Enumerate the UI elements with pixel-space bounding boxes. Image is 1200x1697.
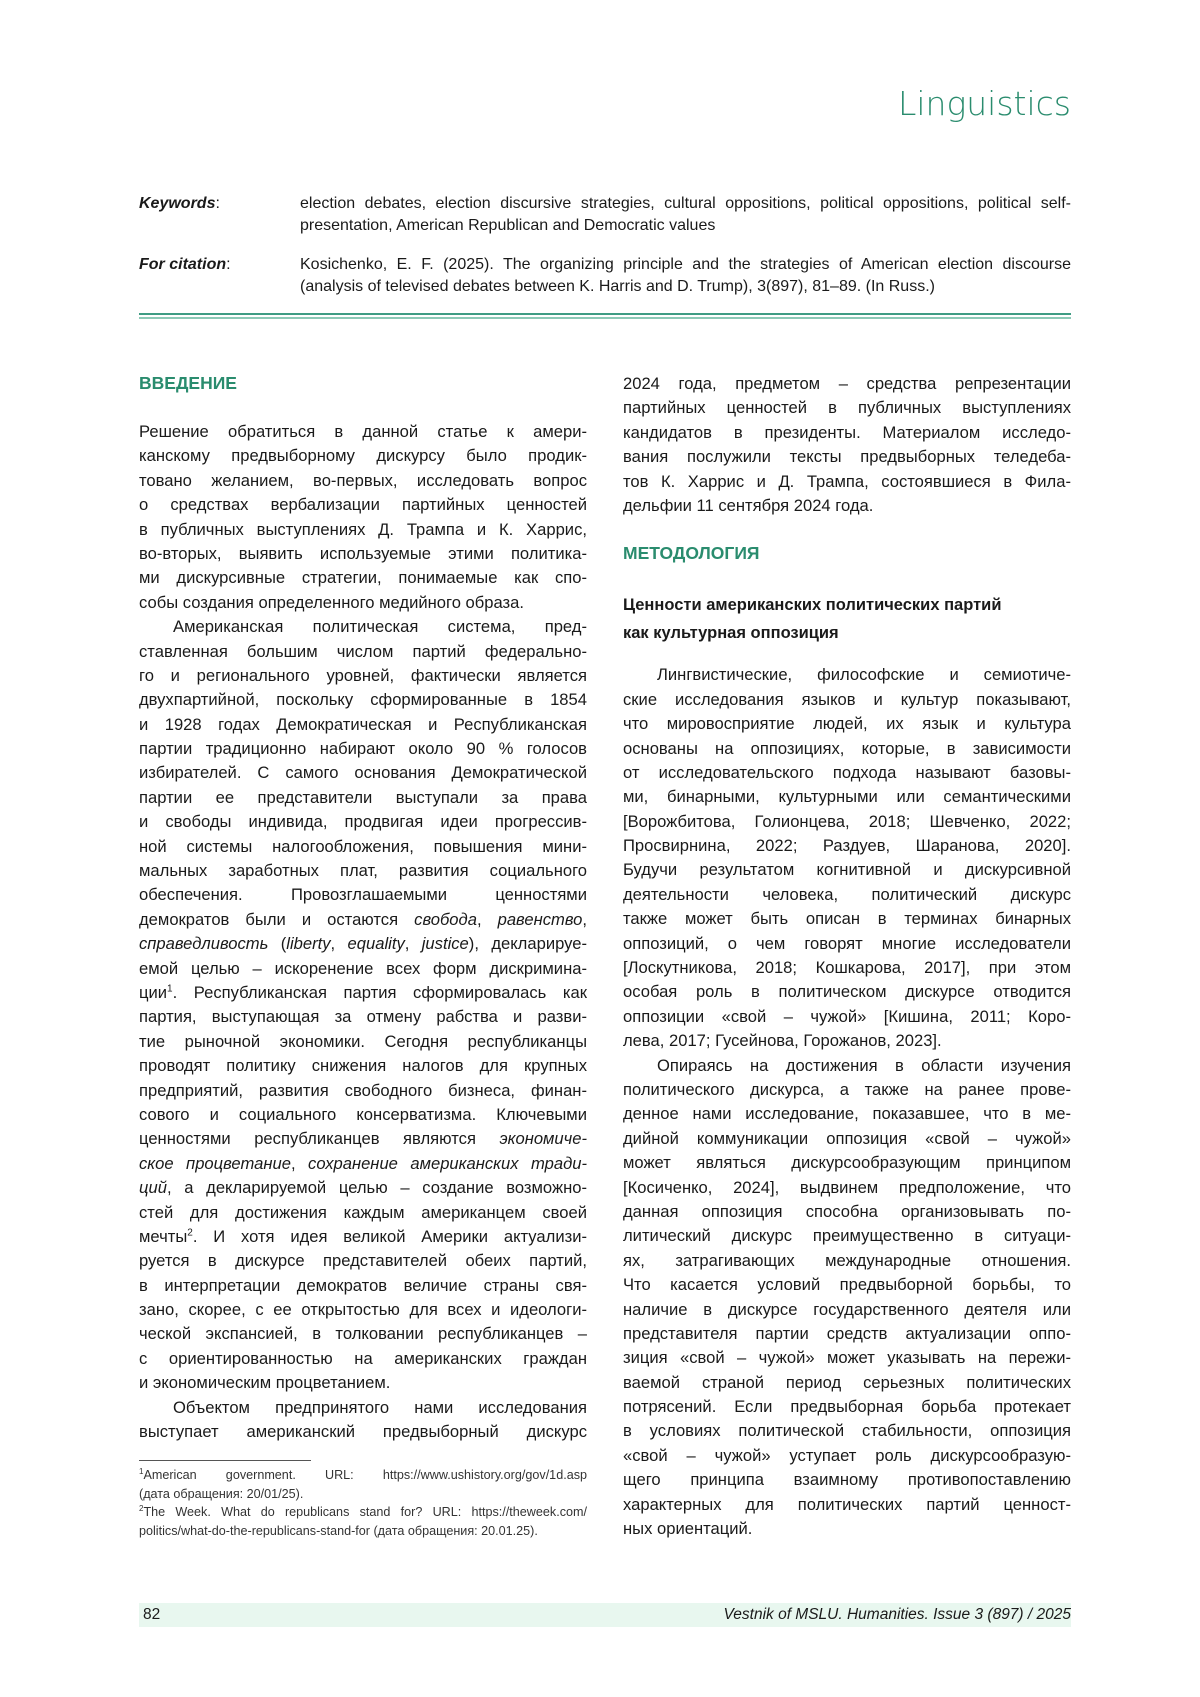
text-line: избирателей. С самого основания Демократической (139, 761, 587, 785)
paragraph (623, 1054, 1071, 1542)
text-line: Американская политическая система, пред- (139, 615, 587, 639)
page-footer (139, 1603, 1071, 1627)
text-line: партии ее представители выступали за права (139, 786, 587, 810)
subsection-heading (623, 591, 1071, 647)
paragraph (139, 615, 587, 1396)
text-line: Лингвистические, философские и семиотиче- (623, 663, 1071, 687)
text-span: демократов были и остаются (139, 910, 414, 929)
text-line: ных ориентаций. (623, 1517, 1071, 1541)
text-span: свобода (414, 910, 477, 929)
journal-name: Vestnik of MSLU. Humanities. Issue 3 (897) / 2025 (724, 1603, 1071, 1627)
text-line: руется в дискурсе представителей обеих партий, (139, 1249, 587, 1273)
citation-label: For citation: (139, 254, 231, 276)
text-line: политического дискурса, а также на ранее прове- (623, 1078, 1071, 1102)
text-line: зиция «свой – чужой» может указывать на пережи- (623, 1346, 1071, 1370)
text-line: ские исследования языков и культур показывают, (623, 688, 1071, 712)
text-line: денное нами исследование, показавшее, что в ме- (623, 1102, 1071, 1126)
text-line: ми дискурсивные стратегии, понимаемые как спо- (139, 566, 587, 590)
text-line: и экономическим процветанием. (139, 1371, 587, 1395)
text-line: особая роль в политическом дискурсе отводится (623, 980, 1071, 1004)
text-line: канскому предвыборному дискурсу было продик- (139, 444, 587, 468)
footnote-divider (139, 1460, 311, 1461)
footnote-line (139, 1466, 587, 1485)
text-line: Что касается условий предвыборной борьбы, то (623, 1273, 1071, 1297)
text-line: партия, выступающая за отмену рабства и разви- (139, 1005, 587, 1029)
footnote-line: politics/what-do-the-republicans-stand-for (дата обращения: 20.01.25). (139, 1522, 587, 1541)
header-divider-secondary (139, 317, 1071, 319)
text-line (139, 1127, 587, 1151)
text-line: ми, бинарными, культурными или семантическими (623, 785, 1071, 809)
text-line: ях, затрагивающих международные отношения. (623, 1249, 1071, 1273)
text-span: ), декларируе- (469, 934, 587, 953)
text-line: «свой – чужой» уступает роль дискурсообразую- (623, 1444, 1071, 1468)
text-span: , (477, 910, 498, 929)
text-line: потрясений. Если предвыборная борьба протекает (623, 1395, 1071, 1419)
text-span: мечты (139, 1227, 187, 1246)
text-span: , а декларируемой целью – создание возможно- (167, 1178, 587, 1197)
footnote-ref: 1 (167, 983, 173, 994)
footnote-number: 1 (139, 1467, 143, 1476)
text-line: партийных ценностей в публичных выступлениях (623, 396, 1071, 420)
text-span: ций (139, 1178, 167, 1197)
keywords-value: election debates, election discursive strategies, cultural oppositions, political oppositions, political self-presentation, American Republican and Democratic values (300, 193, 1071, 237)
text-line: го и регионального уровней, фактически является (139, 664, 587, 688)
text-line: щего принципа взаимному противопоставлению (623, 1468, 1071, 1492)
header-divider (139, 313, 1071, 315)
paragraph (139, 1396, 587, 1445)
text-line: стей для достижения каждым американцем своей (139, 1201, 587, 1225)
text-line: лева, 2017; Гусейнова, Горожанов, 2023]. (623, 1029, 1071, 1053)
text-line: может являться дискурсообразующим принципом (623, 1151, 1071, 1175)
text-line: кандидатов в президенты. Материалом исследо- (623, 421, 1071, 445)
section-title: Linguistics (898, 84, 1071, 123)
text-line: дельфии 11 сентября 2024 года. (623, 494, 1071, 518)
text-line: оппозиций, о чем говорят многие исследователи (623, 932, 1071, 956)
footnote-line: (дата обращения: 20/01/25). (139, 1485, 587, 1504)
text-line: в публичных выступлениях Д. Трампа и К. Харрис, (139, 518, 587, 542)
text-line: Просвирнина, 2022; Раздуев, Шаранова, 2020]. (623, 834, 1071, 858)
text-line: оппозиции «свой – чужой» [Кишина, 2011; Коро- (623, 1005, 1071, 1029)
text-line: Будучи результатом когнитивной и дискурсивной (623, 858, 1071, 882)
text-line: с ориентированностью на американских граждан (139, 1347, 587, 1371)
text-line: зано, скорее, с ее открытостью для всех и идеологи- (139, 1298, 587, 1322)
text-line (139, 1176, 587, 1200)
paragraph (623, 372, 1071, 518)
text-line: ваемой страной период серьезных политических (623, 1371, 1071, 1395)
section-heading: МЕТОДОЛОГИЯ (623, 541, 1071, 565)
text-line: товано желанием, во-первых, исследовать вопрос (139, 469, 587, 493)
text-line: и свободы индивида, продвигая идеи прогрессив- (139, 810, 587, 834)
text-line: [Ворожбитова, Голионцева, 2018; Шевченко, 2022; (623, 810, 1071, 834)
text-line: что мировосприятие людей, их язык и культура (623, 712, 1071, 736)
right-column (623, 372, 1071, 1541)
text-span: , (291, 1154, 308, 1173)
text-line: в условиях политической стабильности, оппозиция (623, 1419, 1071, 1443)
text-line: мальных заработных плат, развития социального (139, 859, 587, 883)
footnotes (139, 1466, 587, 1540)
text-line: собы создания определенного медийного образа. (139, 591, 587, 615)
footnote-text: The Week. What do republicans stand for? URL: https://theweek.com/ (143, 1505, 587, 1519)
citation-row (139, 254, 1071, 300)
text-line: сового и социального консерватизма. Ключевыми (139, 1103, 587, 1127)
keywords-row (139, 193, 1071, 239)
footnote-text: American government. URL: https://www.ushistory.org/gov/1d.asp (143, 1468, 587, 1482)
text-line: партии традиционно набирают около 90 % голосов (139, 737, 587, 761)
footnote-line (139, 1503, 587, 1522)
text-span: ( (268, 934, 286, 953)
text-line: тов К. Харрис и Д. Трампа, состоявшиеся в Фила- (623, 470, 1071, 494)
citation-value: Kosichenko, E. F. (2025). The organizing principle and the strategies of American election discourse (analysis of televised debates between K. Harris and D. Trump), 3(897), 81–89. (In Russ.) (300, 254, 1071, 298)
text-span: ции (139, 983, 167, 1002)
text-line: от исследовательского подхода называют базовы- (623, 761, 1071, 785)
text-line: наличие в дискурсе государственного деятеля или (623, 1298, 1071, 1322)
text-line: предприятий, развития свободного бизнеса, финан- (139, 1079, 587, 1103)
text-line: вания послужили тексты предвыборных теледеба- (623, 445, 1071, 469)
text-span: экономиче- (499, 1129, 587, 1148)
text-line: проводят политику снижения налогов для крупных (139, 1054, 587, 1078)
left-column (139, 371, 587, 1444)
text-line: ставленная большим числом партий федерально- (139, 640, 587, 664)
text-line: Объектом предпринятого нами исследования (139, 1396, 587, 1420)
page-number: 82 (143, 1603, 160, 1627)
text-line: ческой экспансией, в толковании республиканцев – (139, 1322, 587, 1346)
text-line: деятельности человека, политический дискурс (623, 883, 1071, 907)
text-line: представителя партии средств актуализации оппо- (623, 1322, 1071, 1346)
text-line (139, 908, 587, 932)
text-span: равенство (498, 910, 583, 929)
text-span: ское процветание (139, 1154, 291, 1173)
text-line: и 1928 годах Демократическая и Республиканская (139, 713, 587, 737)
text-line: во-вторых, выявить используемые этими политика- (139, 542, 587, 566)
text-span: справедливость (139, 934, 268, 953)
text-line: выступает американский предвыборный дискурс (139, 1420, 587, 1444)
text-span: liberty (286, 934, 330, 953)
keywords-label-text: Keywords (139, 195, 215, 212)
text-span: ценностями республиканцев являются (139, 1129, 499, 1148)
text-span: justice (422, 934, 469, 953)
paragraph (139, 420, 587, 615)
footnote-ref: 2 (187, 1227, 193, 1238)
text-line: основаны на оппозициях, которые, в зависимости (623, 737, 1071, 761)
text-line: данная оппозиция способна организовывать по- (623, 1200, 1071, 1224)
keywords-label: Keywords: (139, 193, 220, 215)
text-line: 2024 года, предметом – средства репрезентации (623, 372, 1071, 396)
footnote-number: 2 (139, 1504, 143, 1513)
citation-label-text: For citation (139, 256, 226, 273)
text-line: двухпартийной, поскольку сформированные в 1854 (139, 688, 587, 712)
text-span: , (582, 910, 587, 929)
subheading-line: Ценности американских политических партий (623, 591, 1071, 619)
text-line: [Косиченко, 2024], выдвинем предположение, что (623, 1176, 1071, 1200)
text-line (139, 1152, 587, 1176)
text-line: литический дискурс преимущественно в ситуаци- (623, 1224, 1071, 1248)
text-line: дийной коммуникации оппозиция «свой – чужой» (623, 1127, 1071, 1151)
text-line (139, 981, 587, 1005)
text-line: емой целью – искоренение всех форм дискримина- (139, 957, 587, 981)
text-line: Опираясь на достижения в области изучения (623, 1054, 1071, 1078)
text-line: также может быть описан в терминах бинарных (623, 907, 1071, 931)
text-line: ной системы налогообложения, повышения мини- (139, 835, 587, 859)
text-line: обеспечения. Провозглашаемыми ценностями (139, 883, 587, 907)
footnote (139, 1466, 587, 1503)
text-line: [Лоскутникова, 2018; Кошкарова, 2017], при этом (623, 956, 1071, 980)
text-line (139, 1225, 587, 1249)
subheading-line: как культурная оппозиция (623, 619, 1071, 647)
text-span: . И хотя идея великой Америки актуализи- (193, 1227, 587, 1246)
paragraph (623, 663, 1071, 1053)
text-line: в интерпретации демократов величие страны свя- (139, 1274, 587, 1298)
footnote (139, 1503, 587, 1540)
text-line: тие рыночной экономики. Сегодня республиканцы (139, 1030, 587, 1054)
text-span: , (331, 934, 348, 953)
text-line: характерных для политических партий ценност- (623, 1493, 1071, 1517)
text-span: , (405, 934, 422, 953)
text-line (139, 932, 587, 956)
text-line: Решение обратиться в данной статье к амери- (139, 420, 587, 444)
text-line: о средствах вербализации партийных ценностей (139, 493, 587, 517)
text-span: . Республиканская партия сформировалась как (173, 983, 587, 1002)
text-span: сохранение американских тради- (308, 1154, 587, 1173)
text-span: equality (348, 934, 405, 953)
section-heading: ВВЕДЕНИЕ (139, 371, 587, 395)
